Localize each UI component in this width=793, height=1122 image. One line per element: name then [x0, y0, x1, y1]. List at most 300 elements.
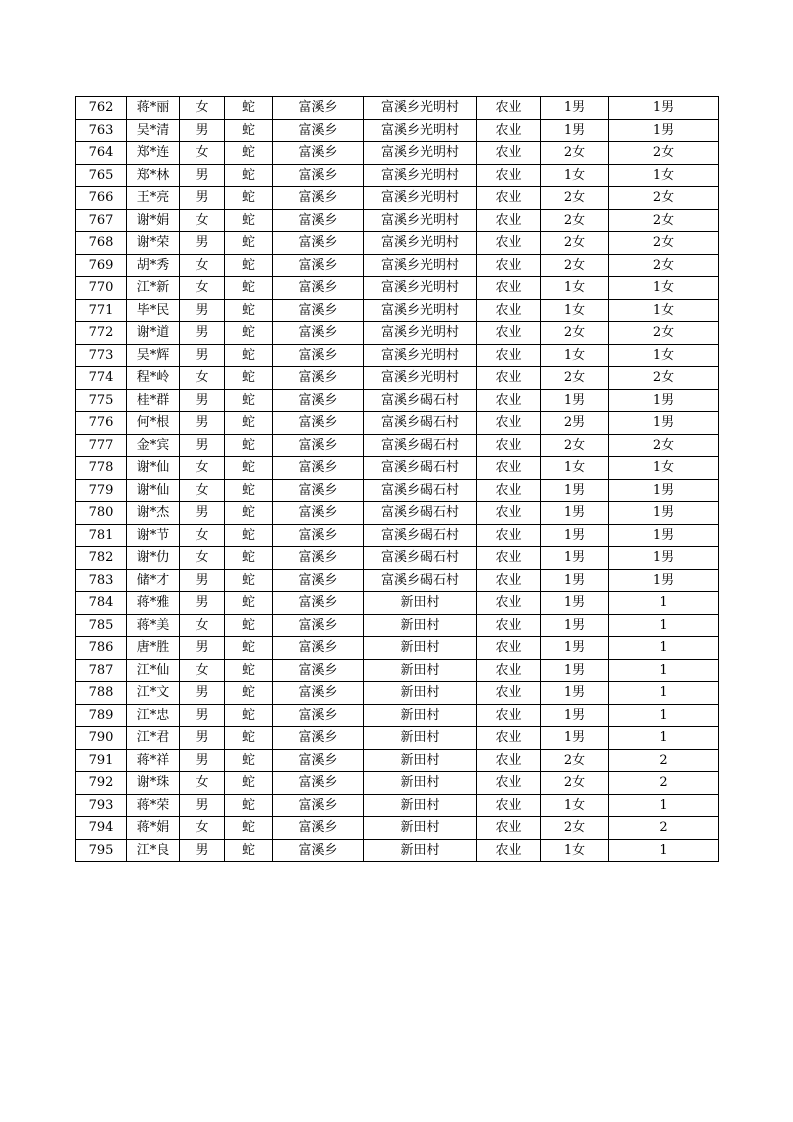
children-cell: 2女 [541, 187, 609, 210]
gender-cell: 男 [180, 299, 225, 322]
gender-cell: 男 [180, 344, 225, 367]
table-row [76, 727, 719, 750]
row-number: 787 [76, 659, 127, 682]
zodiac-cell: 蛇 [225, 524, 273, 547]
township-cell: 富溪乡 [273, 772, 364, 795]
children-cell: 1男 [541, 614, 609, 637]
zodiac-cell: 蛇 [225, 412, 273, 435]
gender-cell: 女 [180, 547, 225, 570]
village-cell: 富溪乡光明村 [364, 187, 477, 210]
occupation-cell: 农业 [477, 569, 541, 592]
village-cell: 富溪乡碣石村 [364, 569, 477, 592]
children-cell: 1男 [541, 524, 609, 547]
row-number: 795 [76, 839, 127, 862]
children-current-cell: 1 [609, 794, 719, 817]
village-cell: 新田村 [364, 682, 477, 705]
children-current-cell: 1女 [609, 299, 719, 322]
table-row [76, 592, 719, 615]
children-cell: 1男 [541, 389, 609, 412]
village-cell: 富溪乡碣石村 [364, 457, 477, 480]
township-cell: 富溪乡 [273, 254, 364, 277]
occupation-cell: 农业 [477, 344, 541, 367]
row-number: 783 [76, 569, 127, 592]
occupation-cell: 农业 [477, 659, 541, 682]
zodiac-cell: 蛇 [225, 367, 273, 390]
occupation-cell: 农业 [477, 119, 541, 142]
row-number: 781 [76, 524, 127, 547]
children-current-cell: 2女 [609, 254, 719, 277]
children-cell: 1男 [541, 119, 609, 142]
row-number: 769 [76, 254, 127, 277]
township-cell: 富溪乡 [273, 412, 364, 435]
children-cell: 1男 [541, 569, 609, 592]
name-cell: 郑*林 [127, 164, 180, 187]
village-cell: 富溪乡光明村 [364, 209, 477, 232]
table-row [76, 97, 719, 120]
children-cell: 2女 [541, 322, 609, 345]
row-number: 767 [76, 209, 127, 232]
children-cell: 1男 [541, 659, 609, 682]
table-row [76, 434, 719, 457]
occupation-cell: 农业 [477, 682, 541, 705]
gender-cell: 女 [180, 254, 225, 277]
township-cell: 富溪乡 [273, 457, 364, 480]
zodiac-cell: 蛇 [225, 457, 273, 480]
township-cell: 富溪乡 [273, 547, 364, 570]
children-cell: 1男 [541, 727, 609, 750]
occupation-cell: 农业 [477, 299, 541, 322]
occupation-cell: 农业 [477, 592, 541, 615]
table-row [76, 479, 719, 502]
children-cell: 1男 [541, 479, 609, 502]
zodiac-cell: 蛇 [225, 97, 273, 120]
zodiac-cell: 蛇 [225, 479, 273, 502]
zodiac-cell: 蛇 [225, 704, 273, 727]
gender-cell: 女 [180, 524, 225, 547]
children-cell: 1女 [541, 299, 609, 322]
table-row [76, 389, 719, 412]
township-cell: 富溪乡 [273, 434, 364, 457]
name-cell: 储*才 [127, 569, 180, 592]
children-current-cell: 1男 [609, 547, 719, 570]
name-cell: 蒋*娟 [127, 817, 180, 840]
occupation-cell: 农业 [477, 457, 541, 480]
row-number: 794 [76, 817, 127, 840]
name-cell: 谢*娟 [127, 209, 180, 232]
row-number: 788 [76, 682, 127, 705]
children-cell: 1男 [541, 682, 609, 705]
row-number: 763 [76, 119, 127, 142]
township-cell: 富溪乡 [273, 277, 364, 300]
township-cell: 富溪乡 [273, 817, 364, 840]
gender-cell: 女 [180, 367, 225, 390]
occupation-cell: 农业 [477, 524, 541, 547]
children-cell: 2女 [541, 142, 609, 165]
zodiac-cell: 蛇 [225, 839, 273, 862]
village-cell: 富溪乡碣石村 [364, 479, 477, 502]
row-number: 785 [76, 614, 127, 637]
occupation-cell: 农业 [477, 434, 541, 457]
gender-cell: 女 [180, 614, 225, 637]
occupation-cell: 农业 [477, 232, 541, 255]
records-table [75, 96, 719, 862]
children-current-cell: 1男 [609, 389, 719, 412]
occupation-cell: 农业 [477, 254, 541, 277]
township-cell: 富溪乡 [273, 614, 364, 637]
row-number: 782 [76, 547, 127, 570]
children-current-cell: 1 [609, 727, 719, 750]
occupation-cell: 农业 [477, 142, 541, 165]
zodiac-cell: 蛇 [225, 749, 273, 772]
children-current-cell: 2 [609, 772, 719, 795]
township-cell: 富溪乡 [273, 592, 364, 615]
occupation-cell: 农业 [477, 187, 541, 210]
occupation-cell: 农业 [477, 412, 541, 435]
zodiac-cell: 蛇 [225, 547, 273, 570]
name-cell: 毕*民 [127, 299, 180, 322]
name-cell: 程*岭 [127, 367, 180, 390]
township-cell: 富溪乡 [273, 637, 364, 660]
name-cell: 蒋*雅 [127, 592, 180, 615]
zodiac-cell: 蛇 [225, 794, 273, 817]
children-current-cell: 1女 [609, 164, 719, 187]
name-cell: 吴*辉 [127, 344, 180, 367]
village-cell: 新田村 [364, 727, 477, 750]
occupation-cell: 农业 [477, 727, 541, 750]
children-current-cell: 1男 [609, 502, 719, 525]
occupation-cell: 农业 [477, 502, 541, 525]
table-row [76, 344, 719, 367]
village-cell: 富溪乡光明村 [364, 142, 477, 165]
zodiac-cell: 蛇 [225, 322, 273, 345]
zodiac-cell: 蛇 [225, 254, 273, 277]
gender-cell: 男 [180, 592, 225, 615]
row-number: 792 [76, 772, 127, 795]
township-cell: 富溪乡 [273, 367, 364, 390]
township-cell: 富溪乡 [273, 389, 364, 412]
village-cell: 富溪乡碣石村 [364, 547, 477, 570]
children-cell: 2女 [541, 232, 609, 255]
zodiac-cell: 蛇 [225, 164, 273, 187]
gender-cell: 女 [180, 659, 225, 682]
occupation-cell: 农业 [477, 164, 541, 187]
name-cell: 谢*仙 [127, 457, 180, 480]
village-cell: 新田村 [364, 839, 477, 862]
township-cell: 富溪乡 [273, 794, 364, 817]
table-row [76, 704, 719, 727]
village-cell: 富溪乡碣石村 [364, 524, 477, 547]
name-cell: 谢*仂 [127, 547, 180, 570]
table-row [76, 164, 719, 187]
gender-cell: 女 [180, 209, 225, 232]
row-number: 766 [76, 187, 127, 210]
gender-cell: 女 [180, 817, 225, 840]
gender-cell: 女 [180, 457, 225, 480]
table-row [76, 524, 719, 547]
zodiac-cell: 蛇 [225, 502, 273, 525]
occupation-cell: 农业 [477, 839, 541, 862]
children-current-cell: 1男 [609, 119, 719, 142]
row-number: 774 [76, 367, 127, 390]
table-row [76, 749, 719, 772]
zodiac-cell: 蛇 [225, 434, 273, 457]
name-cell: 王*亮 [127, 187, 180, 210]
table-row [76, 817, 719, 840]
row-number: 770 [76, 277, 127, 300]
village-cell: 富溪乡光明村 [364, 344, 477, 367]
name-cell: 金*宾 [127, 434, 180, 457]
row-number: 793 [76, 794, 127, 817]
children-cell: 1女 [541, 344, 609, 367]
table-row [76, 322, 719, 345]
township-cell: 富溪乡 [273, 749, 364, 772]
row-number: 773 [76, 344, 127, 367]
table-row [76, 839, 719, 862]
name-cell: 何*根 [127, 412, 180, 435]
children-current-cell: 1 [609, 682, 719, 705]
gender-cell: 男 [180, 187, 225, 210]
zodiac-cell: 蛇 [225, 659, 273, 682]
row-number: 776 [76, 412, 127, 435]
occupation-cell: 农业 [477, 614, 541, 637]
zodiac-cell: 蛇 [225, 569, 273, 592]
children-current-cell: 2女 [609, 367, 719, 390]
township-cell: 富溪乡 [273, 727, 364, 750]
zodiac-cell: 蛇 [225, 277, 273, 300]
occupation-cell: 农业 [477, 209, 541, 232]
name-cell: 蒋*祥 [127, 749, 180, 772]
township-cell: 富溪乡 [273, 97, 364, 120]
occupation-cell: 农业 [477, 749, 541, 772]
township-cell: 富溪乡 [273, 209, 364, 232]
occupation-cell: 农业 [477, 97, 541, 120]
township-cell: 富溪乡 [273, 839, 364, 862]
zodiac-cell: 蛇 [225, 142, 273, 165]
name-cell: 江*良 [127, 839, 180, 862]
name-cell: 蒋*荣 [127, 794, 180, 817]
table-row [76, 682, 719, 705]
village-cell: 新田村 [364, 749, 477, 772]
township-cell: 富溪乡 [273, 502, 364, 525]
table-row [76, 254, 719, 277]
township-cell: 富溪乡 [273, 322, 364, 345]
table-row [76, 299, 719, 322]
table-row [76, 367, 719, 390]
children-cell: 2女 [541, 254, 609, 277]
village-cell: 新田村 [364, 772, 477, 795]
children-cell: 2女 [541, 749, 609, 772]
children-cell: 2女 [541, 434, 609, 457]
children-current-cell: 2 [609, 817, 719, 840]
table-row [76, 142, 719, 165]
children-cell: 1女 [541, 277, 609, 300]
row-number: 779 [76, 479, 127, 502]
gender-cell: 男 [180, 749, 225, 772]
name-cell: 江*忠 [127, 704, 180, 727]
name-cell: 桂*群 [127, 389, 180, 412]
row-number: 768 [76, 232, 127, 255]
township-cell: 富溪乡 [273, 187, 364, 210]
occupation-cell: 农业 [477, 367, 541, 390]
village-cell: 新田村 [364, 794, 477, 817]
village-cell: 富溪乡碣石村 [364, 502, 477, 525]
children-current-cell: 1女 [609, 344, 719, 367]
zodiac-cell: 蛇 [225, 187, 273, 210]
table-row [76, 119, 719, 142]
zodiac-cell: 蛇 [225, 119, 273, 142]
children-current-cell: 1 [609, 704, 719, 727]
children-current-cell: 1 [609, 637, 719, 660]
children-current-cell: 2女 [609, 142, 719, 165]
name-cell: 江*文 [127, 682, 180, 705]
zodiac-cell: 蛇 [225, 682, 273, 705]
name-cell: 蒋*丽 [127, 97, 180, 120]
children-cell: 1男 [541, 97, 609, 120]
table-row [76, 569, 719, 592]
name-cell: 谢*节 [127, 524, 180, 547]
row-number: 775 [76, 389, 127, 412]
name-cell: 江*新 [127, 277, 180, 300]
village-cell: 新田村 [364, 817, 477, 840]
village-cell: 富溪乡光明村 [364, 367, 477, 390]
table-row [76, 772, 719, 795]
village-cell: 富溪乡光明村 [364, 299, 477, 322]
children-current-cell: 1 [609, 614, 719, 637]
gender-cell: 女 [180, 772, 225, 795]
occupation-cell: 农业 [477, 794, 541, 817]
zodiac-cell: 蛇 [225, 614, 273, 637]
row-number: 791 [76, 749, 127, 772]
children-cell: 2女 [541, 209, 609, 232]
township-cell: 富溪乡 [273, 232, 364, 255]
name-cell: 吴*清 [127, 119, 180, 142]
village-cell: 富溪乡碣石村 [364, 412, 477, 435]
gender-cell: 女 [180, 277, 225, 300]
township-cell: 富溪乡 [273, 682, 364, 705]
name-cell: 谢*荣 [127, 232, 180, 255]
children-cell: 1女 [541, 164, 609, 187]
table-row [76, 209, 719, 232]
gender-cell: 男 [180, 794, 225, 817]
zodiac-cell: 蛇 [225, 637, 273, 660]
gender-cell: 男 [180, 389, 225, 412]
gender-cell: 男 [180, 232, 225, 255]
township-cell: 富溪乡 [273, 704, 364, 727]
row-number: 762 [76, 97, 127, 120]
occupation-cell: 农业 [477, 817, 541, 840]
name-cell: 江*君 [127, 727, 180, 750]
gender-cell: 男 [180, 682, 225, 705]
gender-cell: 男 [180, 502, 225, 525]
table-row [76, 277, 719, 300]
township-cell: 富溪乡 [273, 119, 364, 142]
table-row [76, 187, 719, 210]
children-current-cell: 2 [609, 749, 719, 772]
occupation-cell: 农业 [477, 322, 541, 345]
village-cell: 新田村 [364, 659, 477, 682]
row-number: 765 [76, 164, 127, 187]
township-cell: 富溪乡 [273, 479, 364, 502]
township-cell: 富溪乡 [273, 659, 364, 682]
children-current-cell: 2女 [609, 187, 719, 210]
occupation-cell: 农业 [477, 277, 541, 300]
occupation-cell: 农业 [477, 547, 541, 570]
village-cell: 新田村 [364, 637, 477, 660]
gender-cell: 男 [180, 704, 225, 727]
gender-cell: 男 [180, 412, 225, 435]
table-row [76, 412, 719, 435]
children-cell: 2女 [541, 367, 609, 390]
township-cell: 富溪乡 [273, 569, 364, 592]
village-cell: 富溪乡光明村 [364, 254, 477, 277]
table-row [76, 794, 719, 817]
gender-cell: 男 [180, 164, 225, 187]
children-current-cell: 1男 [609, 412, 719, 435]
children-current-cell: 1 [609, 839, 719, 862]
gender-cell: 女 [180, 479, 225, 502]
children-current-cell: 1女 [609, 277, 719, 300]
occupation-cell: 农业 [477, 704, 541, 727]
row-number: 789 [76, 704, 127, 727]
row-number: 790 [76, 727, 127, 750]
name-cell: 谢*杰 [127, 502, 180, 525]
village-cell: 新田村 [364, 614, 477, 637]
gender-cell: 男 [180, 322, 225, 345]
table-row [76, 637, 719, 660]
table-row [76, 232, 719, 255]
children-cell: 2男 [541, 412, 609, 435]
children-current-cell: 1男 [609, 524, 719, 547]
table-row [76, 457, 719, 480]
village-cell: 富溪乡光明村 [364, 322, 477, 345]
table-body [76, 97, 719, 862]
children-current-cell: 1女 [609, 457, 719, 480]
zodiac-cell: 蛇 [225, 592, 273, 615]
children-current-cell: 1 [609, 592, 719, 615]
children-current-cell: 2女 [609, 209, 719, 232]
gender-cell: 女 [180, 97, 225, 120]
township-cell: 富溪乡 [273, 164, 364, 187]
name-cell: 谢*道 [127, 322, 180, 345]
row-number: 784 [76, 592, 127, 615]
row-number: 772 [76, 322, 127, 345]
row-number: 786 [76, 637, 127, 660]
name-cell: 郑*连 [127, 142, 180, 165]
table-row [76, 659, 719, 682]
village-cell: 新田村 [364, 704, 477, 727]
children-cell: 2女 [541, 817, 609, 840]
village-cell: 富溪乡光明村 [364, 119, 477, 142]
township-cell: 富溪乡 [273, 524, 364, 547]
zodiac-cell: 蛇 [225, 232, 273, 255]
occupation-cell: 农业 [477, 389, 541, 412]
row-number: 780 [76, 502, 127, 525]
zodiac-cell: 蛇 [225, 389, 273, 412]
gender-cell: 男 [180, 119, 225, 142]
children-cell: 1男 [541, 547, 609, 570]
children-current-cell: 1男 [609, 569, 719, 592]
name-cell: 蒋*美 [127, 614, 180, 637]
children-cell: 1女 [541, 794, 609, 817]
zodiac-cell: 蛇 [225, 209, 273, 232]
row-number: 771 [76, 299, 127, 322]
occupation-cell: 农业 [477, 772, 541, 795]
gender-cell: 男 [180, 569, 225, 592]
village-cell: 富溪乡光明村 [364, 232, 477, 255]
children-cell: 1男 [541, 637, 609, 660]
children-current-cell: 2女 [609, 232, 719, 255]
name-cell: 谢*仙 [127, 479, 180, 502]
